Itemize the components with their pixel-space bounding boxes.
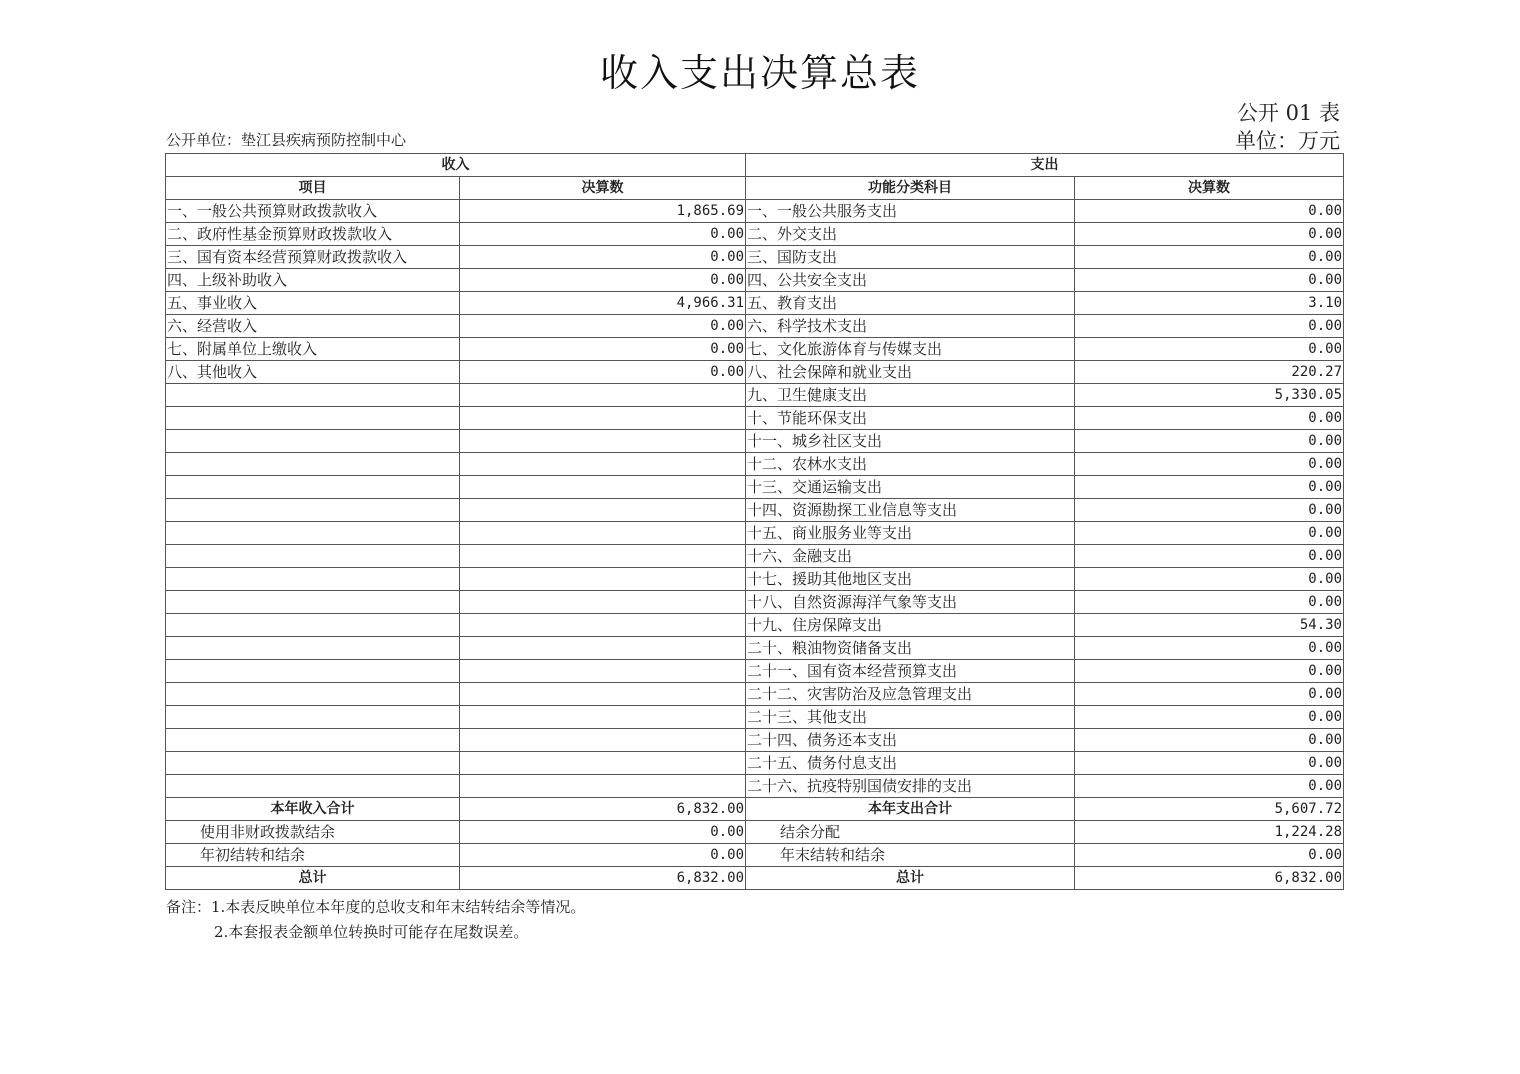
total-row — [166, 867, 1344, 890]
expense-section-header: 支出 — [746, 154, 1344, 177]
income-amount-cell — [460, 729, 746, 752]
expense-category-cell: 六、科学技术支出 — [746, 315, 1075, 338]
expense-total-amount: 1,224.28 — [1075, 821, 1344, 844]
income-item-cell: 八、其他收入 — [166, 361, 460, 384]
income-item-cell: 四、上级补助收入 — [166, 269, 460, 292]
expense-amount-cell: 3.10 — [1075, 292, 1344, 315]
expense-category-cell: 十七、援助其他地区支出 — [746, 568, 1075, 591]
income-amount-cell — [460, 499, 746, 522]
income-item-cell — [166, 384, 460, 407]
expense-amount-cell: 0.00 — [1075, 729, 1344, 752]
expense-amount-cell: 0.00 — [1075, 453, 1344, 476]
income-item-cell — [166, 614, 460, 637]
expense-category-cell: 七、文化旅游体育与传媒支出 — [746, 338, 1075, 361]
income-amount-cell — [460, 407, 746, 430]
expense-amount-cell: 0.00 — [1075, 568, 1344, 591]
table-row — [166, 499, 1344, 522]
income-amount-cell: 0.00 — [460, 338, 746, 361]
table-row — [166, 545, 1344, 568]
expense-amount-cell: 0.00 — [1075, 223, 1344, 246]
income-item-cell — [166, 729, 460, 752]
income-item-cell: 七、附属单位上缴收入 — [166, 338, 460, 361]
income-total-amount: 6,832.00 — [460, 867, 746, 890]
expense-category-cell: 二、外交支出 — [746, 223, 1075, 246]
table-row — [166, 338, 1344, 361]
expense-category-cell: 十五、商业服务业等支出 — [746, 522, 1075, 545]
expense-category-cell: 二十三、其他支出 — [746, 706, 1075, 729]
table-column-header-row — [166, 177, 1344, 200]
expense-category-cell: 十一、城乡社区支出 — [746, 430, 1075, 453]
income-amount-cell: 0.00 — [460, 246, 746, 269]
notes — [166, 895, 585, 945]
income-item-cell — [166, 453, 460, 476]
note-line: 2.本套报表金额单位转换时可能存在尾数误差。 — [214, 923, 529, 941]
total-row — [166, 844, 1344, 867]
income-item-cell — [166, 660, 460, 683]
expense-category-cell: 二十五、债务付息支出 — [746, 752, 1075, 775]
income-amount-cell — [460, 775, 746, 798]
expense-total-label: 总计 — [746, 867, 1075, 890]
table-row — [166, 660, 1344, 683]
income-total-label: 年初结转和结余 — [166, 844, 460, 867]
total-row — [166, 821, 1344, 844]
income-section-header: 收入 — [166, 154, 746, 177]
income-amount-cell: 0.00 — [460, 269, 746, 292]
expense-amount-cell: 0.00 — [1075, 637, 1344, 660]
expense-category-cell: 十二、农林水支出 — [746, 453, 1075, 476]
table-row — [166, 683, 1344, 706]
income-amount-cell — [460, 384, 746, 407]
expense-category-cell: 十八、自然资源海洋气象等支出 — [746, 591, 1075, 614]
expense-amount-cell: 0.00 — [1075, 338, 1344, 361]
income-amount-cell — [460, 430, 746, 453]
expense-amount-cell: 0.00 — [1075, 200, 1344, 223]
expense-category-cell: 十、节能环保支出 — [746, 407, 1075, 430]
expense-total-amount: 5,607.72 — [1075, 798, 1344, 821]
expense-amount-cell: 0.00 — [1075, 315, 1344, 338]
income-expense-table — [165, 153, 1344, 890]
income-item-cell — [166, 683, 460, 706]
expense-total-amount: 0.00 — [1075, 844, 1344, 867]
income-total-label: 使用非财政拨款结余 — [166, 821, 460, 844]
table-row — [166, 614, 1344, 637]
income-item-cell: 三、国有资本经营预算财政拨款收入 — [166, 246, 460, 269]
income-amount-cell — [460, 522, 746, 545]
income-item-cell — [166, 545, 460, 568]
income-item-cell — [166, 499, 460, 522]
table-row — [166, 637, 1344, 660]
income-amount-cell — [460, 752, 746, 775]
income-item-cell — [166, 591, 460, 614]
table-row — [166, 752, 1344, 775]
expense-amount-cell: 0.00 — [1075, 545, 1344, 568]
expense-total-amount: 6,832.00 — [1075, 867, 1344, 890]
table-row — [166, 315, 1344, 338]
expense-amount-cell: 0.00 — [1075, 407, 1344, 430]
table-row — [166, 591, 1344, 614]
income-item-cell: 二、政府性基金预算财政拨款收入 — [166, 223, 460, 246]
income-amount-cell — [460, 706, 746, 729]
form-code: 公开 01 表 — [1236, 101, 1340, 125]
page-title: 收入支出决算总表 — [599, 51, 920, 95]
note-line: 备注：1.本表反映单位本年度的总收支和年末结转结余等情况。 — [166, 898, 586, 916]
income-amount-cell: 4,966.31 — [460, 292, 746, 315]
table-row — [166, 361, 1344, 384]
income-total-label: 总计 — [166, 867, 460, 890]
income-item-cell — [166, 430, 460, 453]
table-row — [166, 292, 1344, 315]
expense-amount-cell: 220.27 — [1075, 361, 1344, 384]
income-item-cell — [166, 568, 460, 591]
organization-label: 公开单位：垫江县疾病预防控制中心 — [166, 131, 407, 149]
expense-category-cell: 一、一般公共服务支出 — [746, 200, 1075, 223]
expense-category-cell: 九、卫生健康支出 — [746, 384, 1075, 407]
expense-total-label: 本年支出合计 — [746, 798, 1075, 821]
expense-category-cell: 八、社会保障和就业支出 — [746, 361, 1075, 384]
income-amount-cell: 0.00 — [460, 361, 746, 384]
expense-category-cell: 十六、金融支出 — [746, 545, 1075, 568]
expense-amount-cell: 0.00 — [1075, 246, 1344, 269]
expense-category-cell: 十四、资源勘探工业信息等支出 — [746, 499, 1075, 522]
income-item-cell: 六、经营收入 — [166, 315, 460, 338]
table-row — [166, 706, 1344, 729]
income-amount-cell: 0.00 — [460, 223, 746, 246]
expense-category-cell: 十九、住房保障支出 — [746, 614, 1075, 637]
income-total-amount: 0.00 — [460, 821, 746, 844]
income-amount-cell — [460, 568, 746, 591]
income-item-cell: 一、一般公共预算财政拨款收入 — [166, 200, 460, 223]
income-item-cell — [166, 706, 460, 729]
income-amount-cell — [460, 637, 746, 660]
income-amount-cell — [460, 453, 746, 476]
expense-amount-cell: 0.00 — [1075, 706, 1344, 729]
table-row — [166, 453, 1344, 476]
table-row — [166, 223, 1344, 246]
income-total-label: 本年收入合计 — [166, 798, 460, 821]
income-amount-cell — [460, 476, 746, 499]
expense-category-cell: 五、教育支出 — [746, 292, 1075, 315]
expense-category-cell: 二十二、灾害防治及应急管理支出 — [746, 683, 1075, 706]
column-header-category: 功能分类科目 — [746, 177, 1075, 200]
table-row — [166, 200, 1344, 223]
expense-amount-cell: 0.00 — [1075, 775, 1344, 798]
table-row — [166, 269, 1344, 292]
table-row — [166, 568, 1344, 591]
total-row — [166, 798, 1344, 821]
expense-amount-cell: 0.00 — [1075, 476, 1344, 499]
income-item-cell — [166, 476, 460, 499]
table-row — [166, 729, 1344, 752]
income-amount-cell — [460, 660, 746, 683]
expense-category-cell: 二十、粮油物资储备支出 — [746, 637, 1075, 660]
table-row — [166, 384, 1344, 407]
income-amount-cell — [460, 683, 746, 706]
income-item-cell: 五、事业收入 — [166, 292, 460, 315]
income-amount-cell — [460, 545, 746, 568]
income-amount-cell: 1,865.69 — [460, 200, 746, 223]
income-amount-cell — [460, 614, 746, 637]
expense-category-cell: 二十一、国有资本经营预算支出 — [746, 660, 1075, 683]
table-row — [166, 476, 1344, 499]
expense-amount-cell: 0.00 — [1075, 683, 1344, 706]
income-item-cell — [166, 775, 460, 798]
expense-category-cell: 二十四、债务还本支出 — [746, 729, 1075, 752]
column-header-amount: 决算数 — [1075, 177, 1344, 200]
table-row — [166, 430, 1344, 453]
expense-amount-cell: 0.00 — [1075, 591, 1344, 614]
expense-amount-cell: 0.00 — [1075, 522, 1344, 545]
expense-amount-cell: 5,330.05 — [1075, 384, 1344, 407]
unit-label: 单位：万元 — [1235, 129, 1340, 153]
income-item-cell — [166, 637, 460, 660]
column-header-amount: 决算数 — [460, 177, 746, 200]
table-row — [166, 522, 1344, 545]
expense-category-cell: 四、公共安全支出 — [746, 269, 1075, 292]
expense-amount-cell: 0.00 — [1075, 430, 1344, 453]
income-item-cell — [166, 522, 460, 545]
income-item-cell — [166, 752, 460, 775]
income-amount-cell: 0.00 — [460, 315, 746, 338]
table-section-header-row — [166, 154, 1344, 177]
income-amount-cell — [460, 591, 746, 614]
expense-total-label: 结余分配 — [746, 821, 1075, 844]
expense-amount-cell: 0.00 — [1075, 660, 1344, 683]
column-header-item: 项目 — [166, 177, 460, 200]
expense-amount-cell: 0.00 — [1075, 499, 1344, 522]
table-row — [166, 407, 1344, 430]
table-row — [166, 775, 1344, 798]
income-total-amount: 6,832.00 — [460, 798, 746, 821]
income-total-amount: 0.00 — [460, 844, 746, 867]
expense-category-cell: 三、国防支出 — [746, 246, 1075, 269]
expense-category-cell: 二十六、抗疫特别国债安排的支出 — [746, 775, 1075, 798]
table-row — [166, 246, 1344, 269]
expense-amount-cell: 0.00 — [1075, 752, 1344, 775]
expense-total-label: 年末结转和结余 — [746, 844, 1075, 867]
expense-amount-cell: 0.00 — [1075, 269, 1344, 292]
expense-amount-cell: 54.30 — [1075, 614, 1344, 637]
expense-category-cell: 十三、交通运输支出 — [746, 476, 1075, 499]
income-item-cell — [166, 407, 460, 430]
